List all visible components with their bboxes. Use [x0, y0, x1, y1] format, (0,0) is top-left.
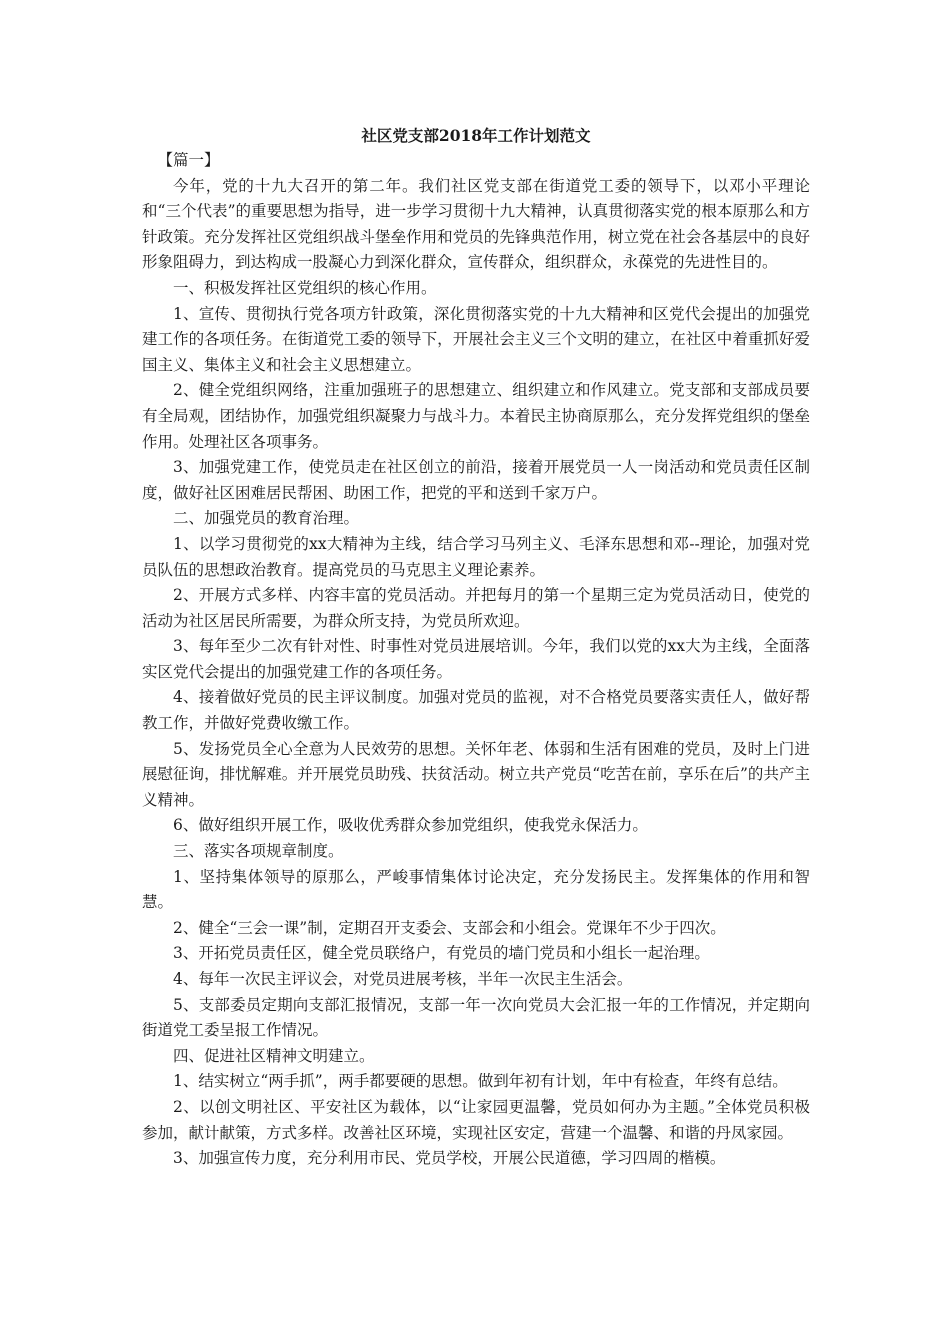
- paragraph: 3、加强宣传力度，充分利用市民、党员学校，开展公民道德，学习四周的楷模。: [173, 1149, 726, 1168]
- document-page: [142, 124, 810, 1172]
- heading-section-4: 四、促进社区精神文明建立。: [173, 1046, 375, 1065]
- heading-section-1: 一、积极发挥社区党组织的核心作用。: [173, 278, 437, 297]
- paragraph-intro: 今年，党的十九大召开的第二年。我们社区党支部在街道党工委的领导下，以邓小平理论和“三个代表”的重要思想为指导，进一步学习贯彻十九大精神，认真贯彻落实党的根本原那么和方针政策。充分发挥社区党组织战斗堡垒作用和党员的先锋典范作用，树立党在社会各基层中的良好形象阻碍力，到达构成一股凝心力到深化群众，宣传群众，组织群众，永葆党的先进性目的。: [142, 176, 810, 272]
- paragraph: 1、结实树立“两手抓”，两手都要硬的思想。做到年初有计划，年中有检查，年终有总结。: [173, 1072, 788, 1091]
- heading-section-3: 三、落实各项规章制度。: [173, 842, 344, 861]
- paragraph: 2、健全“三会一课”制，定期召开支委会、支部会和小组会。党课年不少于四次。: [173, 918, 726, 937]
- heading-section-2: 二、加强党员的教育治理。: [173, 509, 360, 528]
- paragraph: 2、开展方式多样、内容丰富的党员活动。并把每月的第一个星期三定为党员活动日，使党的活动为社区居民所需要，为群众所支持，为党员所欢迎。: [142, 586, 810, 630]
- paragraph: 3、加强党建工作，使党员走在社区创立的前沿，接着开展党员一人一岗活动和党员责任区制度，做好社区困难居民帮困、助困工作，把党的平和送到千家万户。: [142, 458, 810, 502]
- document-title: 社区党支部2018年工作计划范文: [361, 126, 591, 145]
- paragraph: 3、每年至少二次有针对性、时事性对党员进展培训。今年，我们以党的xx大为主线，全面落实区党代会提出的加强党建工作的各项任务。: [142, 637, 810, 681]
- paragraph: 2、以创文明社区、平安社区为载体，以“让家园更温馨，党员如何办为主题。”全体党员积极参加，献计献策，方式多样。改善社区环境，实现社区安定，营建一个温馨、和谐的丹凤家园。: [142, 1097, 810, 1142]
- paragraph: 2、健全党组织网络，注重加强班子的思想建立、组织建立和作风建立。党支部和支部成员要有全局观，团结协作，加强党组织凝聚力与战斗力。本着民主协商原那么，充分发挥党组织的堡垒作用。处理社区各项事务。: [142, 381, 810, 451]
- paragraph: 6、做好组织开展工作，吸收优秀群众参加党组织，使我党永保活力。: [173, 816, 648, 835]
- paragraph: 1、坚持集体领导的原那么，严峻事情集体讨论决定，充分发扬民主。发挥集体的作用和智慧。: [142, 867, 810, 912]
- section-mark: 【篇一】: [157, 151, 220, 169]
- paragraph: 3、开拓党员责任区，健全党员联络户，有党员的墙门党员和小组长一起治理。: [173, 944, 710, 963]
- paragraph: 5、支部委员定期向支部汇报情况，支部一年一次向党员大会汇报一年的工作情况，并定期向街道党工委呈报工作情况。: [142, 995, 810, 1040]
- paragraph: 5、发扬党员全心全意为人民效劳的思想。关怀年老、体弱和生活有困难的党员，及时上门进展慰征询，排忧解难。并开展党员助残、扶贫活动。树立共产党员“吃苦在前，享乐在后”的共产主义精神。: [142, 739, 810, 809]
- paragraph: 1、以学习贯彻党的xx大精神为主线，结合学习马列主义、毛泽东思想和邓--理论，加强对党员队伍的思想政治教育。提高党员的马克思主义理论素养。: [142, 534, 810, 579]
- paragraph: 1、宣传、贯彻执行党各项方针政策，深化贯彻落实党的十九大精神和区党代会提出的加强党建工作的各项任务。在街道党工委的领导下，开展社会主义三个文明的建立，在社区中着重抓好爱国主义、集体主义和社会主义思想建立。: [142, 304, 810, 374]
- paragraph: 4、接着做好党员的民主评议制度。加强对党员的监视，对不合格党员要落实责任人，做好帮教工作，并做好党费收缴工作。: [142, 688, 810, 733]
- paragraph: 4、每年一次民主评议会，对党员进展考核，半年一次民主生活会。: [173, 970, 633, 988]
